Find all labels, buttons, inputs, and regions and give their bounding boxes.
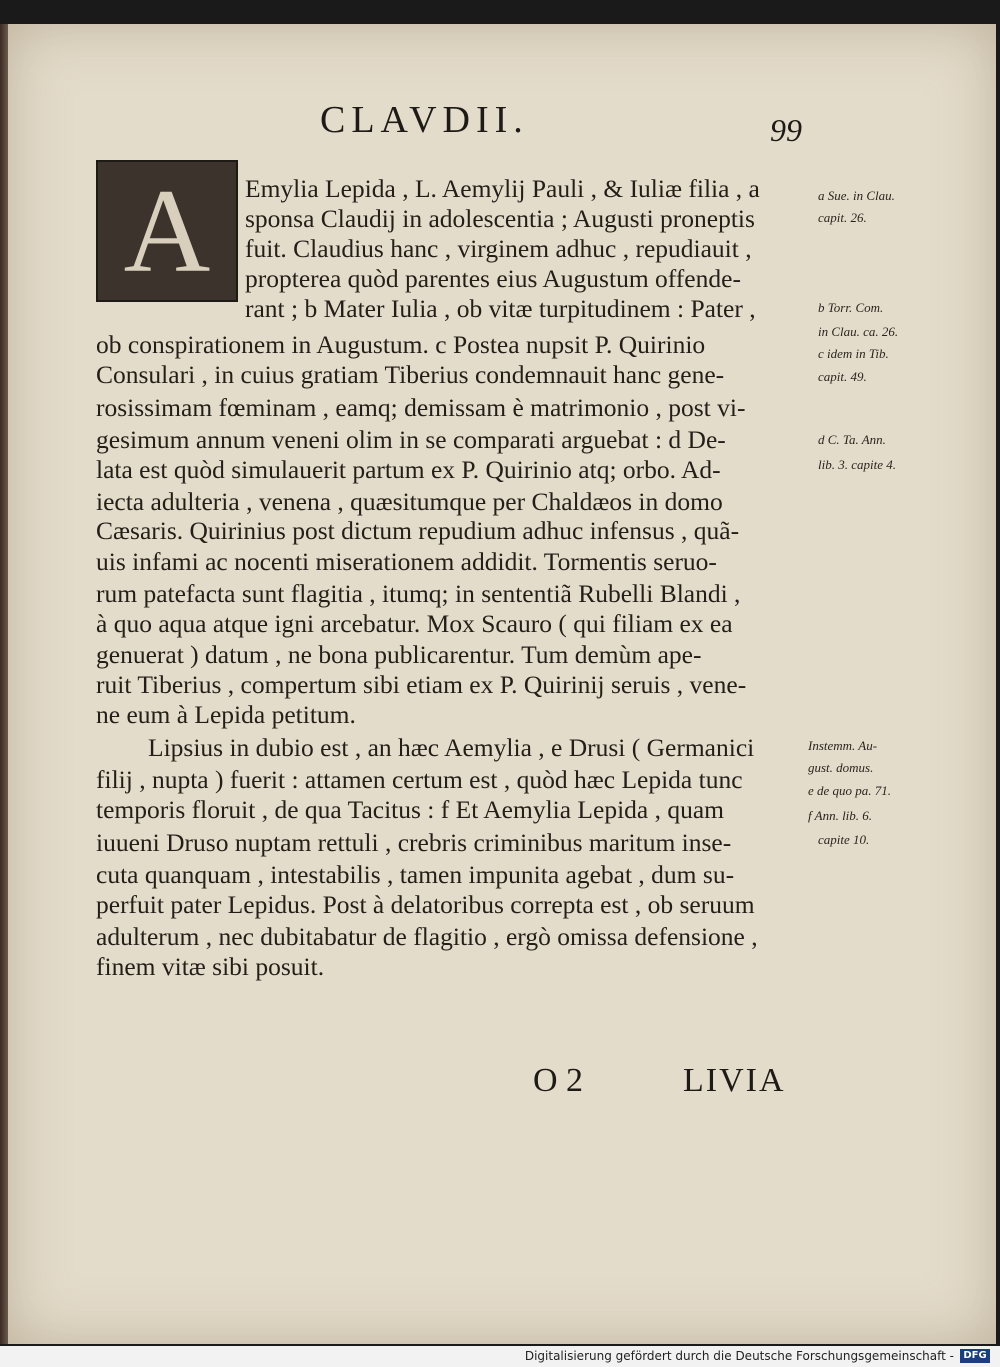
text-line: rum patefacta sunt flagitia , itumq; in sententiã Rubelli Blandi , (96, 579, 741, 608)
signature-mark: O 2 (533, 1062, 584, 1099)
text-line: rosissimam fœminam , eamq; demissam è matrimonio , post vi- (96, 393, 746, 422)
text-line: Emylia Lepida , L. Aemylij Pauli , & Iuliæ filia , a (245, 174, 760, 203)
catchword: LIVIA (683, 1062, 786, 1099)
text-line: temporis floruit , de qua Tacitus : f Et Aemylia Lepida , quam (96, 795, 725, 824)
margin-note: d C. Ta. Ann. (818, 432, 886, 447)
text-line: perfuit pater Lepidus. Post à delatoribus correpta est , ob seruum (96, 890, 755, 919)
margin-note: capite 10. (818, 832, 870, 847)
text-line: propterea quòd parentes eius Augustum offende- (245, 264, 741, 293)
margin-note: gust. domus. (808, 760, 874, 775)
text-line: adulterum , nec dubitabatur de flagitio , ergò omissa defensione , (96, 922, 758, 951)
margin-note: Instemm. Au- (808, 738, 878, 753)
margin-note: lib. 3. capite 4. (818, 457, 896, 472)
text-line: à quo aqua atque igni arcebatur. Mox Scauro ( qui filiam ex ea (96, 609, 733, 638)
margin-note: a Sue. in Clau. (818, 188, 895, 203)
text-line: ob conspirationem in Augustum. c Postea nupsit P. Quirinio (96, 330, 706, 359)
text-line: fuit. Claudius hanc , virginem adhuc , repudiauit , (245, 234, 752, 263)
text-line: finem vitæ sibi posuit. (96, 952, 325, 981)
margin-note: e de quo pa. 71. (808, 783, 892, 798)
running-head: CLAVDII. (320, 99, 529, 141)
funding-notice: Digitalisierung gefördert durch die Deutsche Forschungsgemeinschaft - (524, 1349, 954, 1363)
text-line: lata est quòd simulauerit partum ex P. Quirinio atq; orbo. Ad- (96, 455, 721, 484)
margin-note: in Clau. ca. 26. (818, 324, 899, 339)
text-line: filij , nupta ) fuerit : attamen certum est , quòd hæc Lepida tunc (96, 765, 743, 794)
dfg-logo: DFG (960, 1349, 990, 1363)
text-line: ne eum à Lepida petitum. (96, 700, 356, 729)
margin-note: capit. 49. (818, 369, 867, 384)
text-line: Lipsius in dubio est , an hæc Aemylia , e Drusi ( Germanici (148, 733, 755, 762)
text-line: rant ; b Mater Iulia , ob vitæ turpitudinem : Pater , (245, 294, 756, 323)
margin-note: c idem in Tib. (818, 346, 889, 361)
digitization-footer (0, 1346, 1000, 1367)
initial-letter: A (123, 164, 211, 297)
text-line: Cæsaris. Quirinius post dictum repudium adhuc infensus , quã- (96, 516, 740, 545)
text-line: uis infami ac nocenti miserationem addidit. Tormentis seruo- (96, 547, 717, 576)
text-line: iecta adulteria , venena , quæsitumque per Chaldæos in domo (96, 487, 723, 516)
margin-note: capit. 26. (818, 210, 867, 225)
text-line: ruit Tiberius , compertum sibi etiam ex P. Quirinij seruis , vene- (96, 670, 747, 699)
text-line: iuueni Druso nuptam rettuli , crebris criminibus maritum inse- (96, 828, 732, 857)
page-number: 99 (770, 112, 802, 148)
text-line: sponsa Claudij in adolescentia ; Augusti proneptis (245, 204, 755, 233)
text-line: gesimum annum veneni olim in se comparati arguebat : d De- (96, 425, 726, 454)
text-line: cuta quanquam , intestabilis , tamen impunita agebat , dum su- (96, 860, 735, 889)
margin-note: f Ann. lib. 6. (808, 808, 873, 823)
text-line: Consulari , in cuius gratiam Tiberius condemnauit hanc gene- (96, 360, 725, 389)
margin-note: b Torr. Com. (818, 300, 884, 315)
text-line: genuerat ) datum , ne bona publicarentur. Tum demùm ape- (96, 640, 702, 669)
